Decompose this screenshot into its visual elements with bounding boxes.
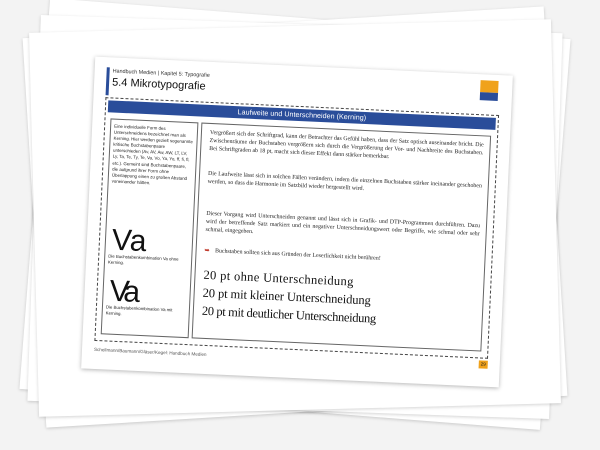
main-text-box: [192, 123, 491, 352]
section-banner: Laufweite und Unterschneiden (Kerning): [108, 100, 496, 130]
demo-line-no-kerning: 20 pt ohne Unterschneidung: [203, 267, 355, 289]
demo-line-strong-kerning: 20 pt mit deutlicher Unterschneidung: [201, 303, 377, 326]
kerning-sample-without: Va: [111, 223, 148, 259]
paragraph-1: Vergrößert sich der Schriftgrad, kann der Betrachter das Gefühl haben, dass der Satz optisch auseinander bricht. Die Zwischenräume der Buchstaben vergrößern sich durch die Vergrößerung der Vor- und Nachbreite des Buchstaben. Bei Schriftgraden ab 18 pt, macht sich dieser Effekt dann stärker bemerkbar.: [209, 129, 484, 161]
corner-logo-orange: [480, 80, 499, 93]
corner-logo-blue: [480, 92, 498, 101]
document-page: [81, 57, 513, 388]
arrow-right-icon: ➥: [204, 247, 210, 255]
kerning-caption-with: Die Buchstabenkombination Va mit Kerning.: [105, 304, 173, 316]
tip-text: Buchstaben sollten sich aus Gründen der Leserlichkeit nicht berühren!: [214, 248, 381, 262]
kerning-sample-with: Va: [108, 274, 137, 309]
header-subtitle: Handbuch Medien | Kapitel 5: Typografie: [112, 68, 210, 79]
tip-note: [204, 248, 478, 266]
paragraph-3: Dieser Vorgang wird Unterschneiden genannt und lässt sich in Grafik- und DTP-Programmen durchführen. Dazu wird der betreffende Satz markiert und ein negativer Unterschneidungswert oder Begriffe, wie schmal oder sehr schmal, eingegeben.: [205, 210, 481, 238]
header-accent-bar: [106, 67, 110, 95]
paragraph-2: Die Laufweite lässt sich in solchen Fällen verändern, indem die einzelnen Buchstaben stärker ineinander geschoben werden, so dass die Harmonie im Satzbild wieder hergestellt wird.: [207, 170, 482, 193]
sidebar-text: Eine individuelle Form des Unterschneidens bezeichnet man als Kerning. Hier werden gezielt sogenannte kritische Buchstabenpaare unterschieden (Av, AV, Aw, AW, LT, LV, Ly, Ta, Te, Ty, Te, Va, Vo, Ya, Yo, ff, fi, fl, etc.). Gemeint sind Buchstabenpaare, die aufgrund ihrer Form ohne Überlappung einen zu großen Abstand voneinander hätten.: [111, 123, 193, 186]
sidebar-box: [101, 118, 199, 338]
demo-line-small-kerning: 20 pt mit kleiner Unterschneidung: [202, 285, 372, 308]
kerning-caption-without: Die Buchstabenkombination Va ohne Kerning.: [107, 253, 179, 265]
page-number: 29: [479, 360, 488, 368]
footer-credit: Schellmann/Baumann/Gläser/Kegel: Handbuch Medien: [93, 346, 207, 358]
page-title: 5.4 Mikrotypografie: [111, 76, 206, 93]
content-frame: [94, 97, 499, 359]
